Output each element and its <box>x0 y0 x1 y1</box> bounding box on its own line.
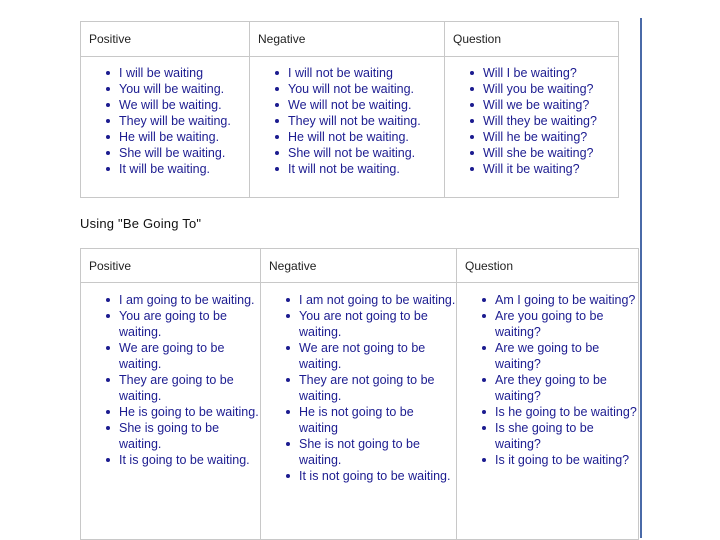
header-cell-negative <box>250 22 445 57</box>
column-header: Positive <box>89 259 132 273</box>
header-cell-question <box>457 249 639 283</box>
list-item: He will be waiting. <box>119 129 249 145</box>
list-item: They will be waiting. <box>119 113 249 129</box>
list-item: It is going to be waiting. <box>119 452 260 468</box>
list-item: Will I be waiting? <box>483 65 618 81</box>
list-item: Will she be waiting? <box>483 145 618 161</box>
list-item: She is going to be waiting. <box>119 420 260 452</box>
list-item: You will be waiting. <box>119 81 249 97</box>
column-header: Negative <box>258 32 306 46</box>
question-cell <box>445 57 619 198</box>
list-item: Is it going to be waiting? <box>495 452 638 468</box>
will-be-waiting-table <box>80 21 619 198</box>
list-item: He will not be waiting. <box>288 129 444 145</box>
negative-list <box>250 57 444 177</box>
column-header: Question <box>465 259 514 273</box>
list-item: It will be waiting. <box>119 161 249 177</box>
list-item: They are not going to be waiting. <box>299 372 456 404</box>
section-title: Using "Be Going To" <box>80 216 202 231</box>
list-item: I will be waiting <box>119 65 249 81</box>
list-item: They are going to be waiting. <box>119 372 260 404</box>
list-item: I am going to be waiting. <box>119 292 260 308</box>
list-item: Will it be waiting? <box>483 161 618 177</box>
list-item: He is going to be waiting. <box>119 405 259 419</box>
list-item: We will not be waiting. <box>288 97 444 113</box>
positive-list <box>81 283 260 468</box>
list-item: Will they be waiting? <box>483 113 618 129</box>
list-item: She will be waiting. <box>119 145 249 161</box>
be-going-to-table <box>80 248 639 540</box>
header-cell-negative <box>261 249 457 283</box>
list-item: You are not going to be waiting. <box>299 308 456 340</box>
list-item: Will we be waiting? <box>483 97 618 113</box>
positive-cell <box>81 57 250 198</box>
positive-list <box>81 57 249 177</box>
question-list <box>457 283 638 468</box>
question-cell <box>457 283 639 540</box>
negative-cell <box>261 283 457 540</box>
list-item: We are going to be waiting. <box>119 340 260 372</box>
list-item: Is she going to be waiting? <box>495 420 638 452</box>
list-item: She will not be waiting. <box>288 145 444 161</box>
list-item: Are we going to be waiting? <box>495 340 638 372</box>
list-item: Will he be waiting? <box>483 129 618 145</box>
list-item: We will be waiting. <box>119 97 249 113</box>
list-item: Is he going to be waiting? <box>495 405 637 419</box>
list-item: Are you going to be waiting? <box>495 308 638 340</box>
positive-cell <box>81 283 261 540</box>
column-header: Positive <box>89 32 132 46</box>
list-item: You are going to be waiting. <box>119 308 260 340</box>
list-item: You will not be waiting. <box>288 81 444 97</box>
negative-list <box>261 283 456 484</box>
page-divider-line <box>640 18 642 538</box>
negative-cell <box>250 57 445 198</box>
list-item: They will not be waiting. <box>288 113 444 129</box>
list-item: Will you be waiting? <box>483 81 618 97</box>
list-item: I will not be waiting <box>288 65 444 81</box>
column-header: Question <box>453 32 502 46</box>
header-cell-positive <box>81 249 261 283</box>
list-item: It is not going to be waiting. <box>299 468 456 484</box>
list-item: She is not going to be waiting. <box>299 436 456 468</box>
column-header: Negative <box>269 259 317 273</box>
list-item: He is not going to be waiting <box>299 404 456 436</box>
list-item: Am I going to be waiting? <box>495 292 638 308</box>
question-list <box>445 57 618 177</box>
list-item: We are not going to be waiting. <box>299 340 456 372</box>
header-cell-positive <box>81 22 250 57</box>
list-item: It will not be waiting. <box>288 161 444 177</box>
header-cell-question <box>445 22 619 57</box>
list-item: Are they going to be waiting? <box>495 372 638 404</box>
list-item: I am not going to be waiting. <box>299 293 456 307</box>
